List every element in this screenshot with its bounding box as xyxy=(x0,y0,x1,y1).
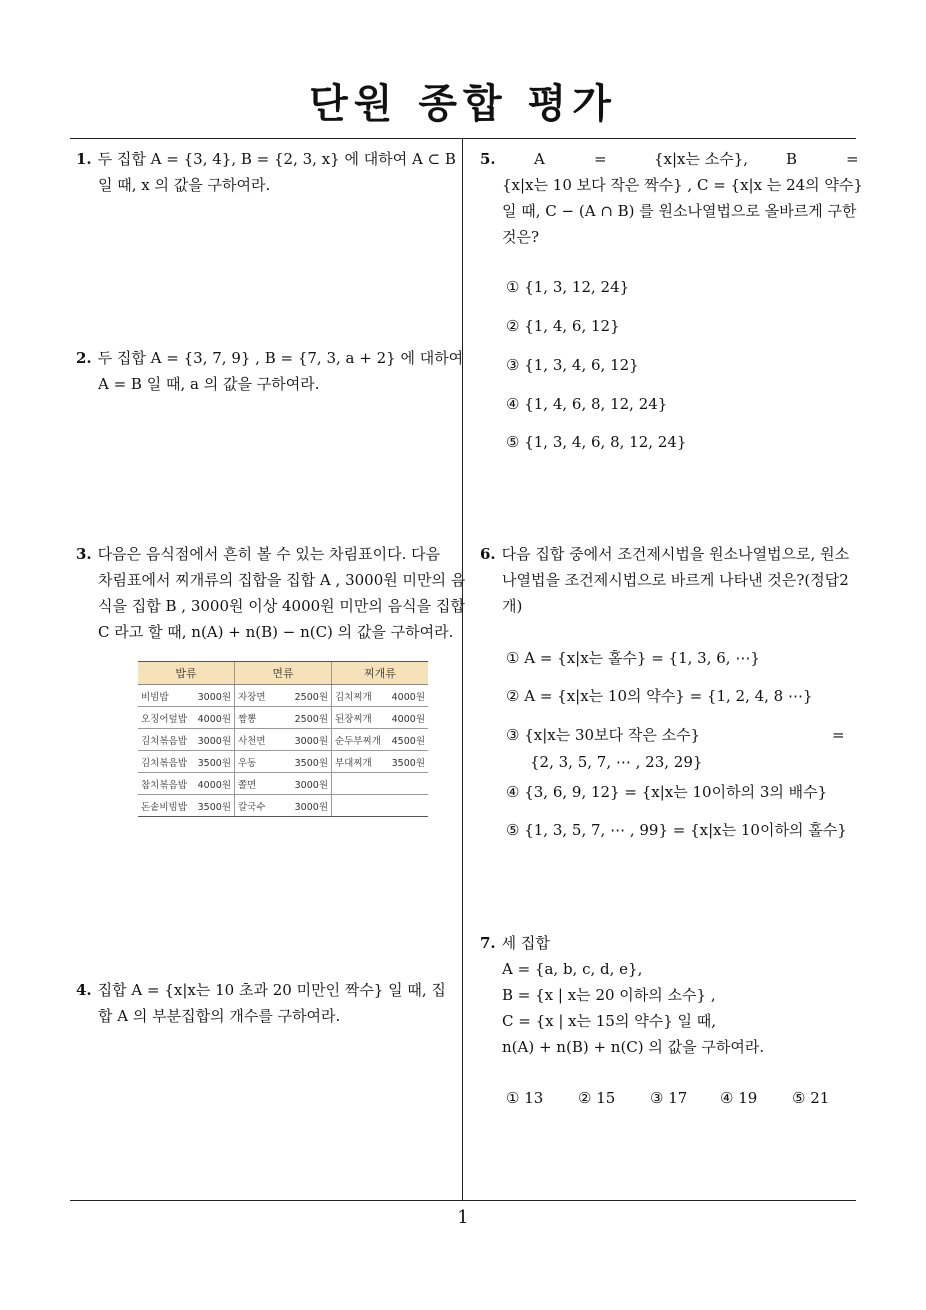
q7-choice-5[interactable]: ⑤ 21 xyxy=(792,1089,830,1107)
menu-header-stew: 찌개류 xyxy=(332,662,429,685)
menu-header-noodle: 면류 xyxy=(235,662,332,685)
dish-price: 3500원 xyxy=(197,801,231,813)
menu-cell xyxy=(138,729,235,751)
q7-choice-4[interactable]: ④ 19 xyxy=(720,1089,758,1107)
dish-price: 2500원 xyxy=(294,713,328,725)
menu-cell xyxy=(235,795,332,817)
menu-row xyxy=(138,685,428,707)
dish-price: 4000원 xyxy=(391,691,425,703)
question-text: B = {x | x는 20 이하의 소수} , xyxy=(502,986,716,1004)
q6-choice-2[interactable]: ② A = {x|x는 10의 약수} = {1, 2, 4, 8 ⋯} xyxy=(506,687,813,705)
question-number: 4. xyxy=(76,981,92,999)
menu-cell xyxy=(138,795,235,817)
dish-price: 3000원 xyxy=(197,735,231,747)
menu-cell xyxy=(332,729,429,751)
question-number: 7. xyxy=(480,934,496,952)
dish-name: 칼국수 xyxy=(238,801,266,813)
dish-name: 비빔밥 xyxy=(141,691,169,703)
menu-cell xyxy=(332,795,429,817)
dish-name: 쫄면 xyxy=(238,779,257,791)
dish-name: 사천면 xyxy=(238,735,266,747)
menu-row xyxy=(138,751,428,773)
menu-cell xyxy=(235,729,332,751)
question-text: 일 때, C − (A ∩ B) 를 원소나열법으로 올바르게 구한 xyxy=(502,202,857,220)
dish-name: 김치볶음밥 xyxy=(141,735,187,747)
dish-name: 우동 xyxy=(238,757,257,769)
dish-name: 부대찌개 xyxy=(335,757,372,769)
dish-name: 김치찌개 xyxy=(335,691,372,703)
column-divider xyxy=(462,138,463,1201)
question-number: 2. xyxy=(76,349,92,367)
q6-choice-1[interactable]: ① A = {x|x는 홀수} = {1, 3, 6, ⋯} xyxy=(506,649,760,667)
q6-choice-3-equals: = xyxy=(832,726,845,744)
question-2 xyxy=(76,345,463,397)
menu-cell xyxy=(235,685,332,707)
question-6 xyxy=(480,541,849,619)
question-1 xyxy=(76,146,456,198)
question-text: 다음은 음식점에서 흔히 볼 수 있는 차림표이다. 다음 xyxy=(97,545,441,563)
dish-price: 3000원 xyxy=(294,735,328,747)
menu-cell xyxy=(332,773,429,795)
q6-choice-4[interactable]: ④ {3, 6, 9, 12} = {x|x는 10이하의 3의 배수} xyxy=(506,783,828,801)
dish-name: 참치볶음밥 xyxy=(141,779,187,791)
question-text: = xyxy=(594,150,607,168)
question-number: 6. xyxy=(480,545,496,563)
question-3 xyxy=(76,541,465,645)
question-text: B xyxy=(786,150,798,168)
question-7 xyxy=(480,930,764,1060)
question-text: {x|x는 소수}, xyxy=(654,150,749,168)
menu-row xyxy=(138,707,428,729)
menu-cell xyxy=(235,751,332,773)
dish-price: 4000원 xyxy=(197,779,231,791)
question-text: 두 집합 A = {3, 4}, B = {2, 3, x} 에 대하여 A ⊂ B xyxy=(97,150,456,168)
menu-row xyxy=(138,729,428,751)
menu-header-rice: 밥류 xyxy=(138,662,235,685)
q6-choice-3[interactable]: ③ {x|x는 30보다 작은 소수} xyxy=(506,726,701,744)
dish-price: 4000원 xyxy=(197,713,231,725)
q7-choice-3[interactable]: ③ 17 xyxy=(650,1089,688,1107)
dish-name: 오징어덮밥 xyxy=(141,713,187,725)
question-text: n(A) + n(B) + n(C) 의 값을 구하여라. xyxy=(502,1038,765,1056)
page-number: 1 xyxy=(457,1207,469,1228)
question-text: 세 집합 xyxy=(501,934,550,952)
question-number: 3. xyxy=(76,545,92,563)
question-text: 다음 집합 중에서 조건제시법을 원소나열법으로, 원소 xyxy=(501,545,850,563)
question-text: 개) xyxy=(502,597,523,615)
menu-cell xyxy=(138,751,235,773)
q5-choice-1[interactable]: ① {1, 3, 12, 24} xyxy=(506,278,630,296)
question-text: 합 A 의 부분집합의 개수를 구하여라. xyxy=(98,1007,341,1025)
dish-price: 4500원 xyxy=(391,735,425,747)
q5-choice-5[interactable]: ⑤ {1, 3, 4, 6, 8, 12, 24} xyxy=(506,433,687,451)
q6-choice-3-set: {2, 3, 5, 7, ⋯ , 23, 29} xyxy=(530,753,703,771)
menu-cell xyxy=(332,685,429,707)
q7-choice-1[interactable]: ① 13 xyxy=(506,1089,544,1107)
menu-row xyxy=(138,795,428,817)
dish-price: 3500원 xyxy=(391,757,425,769)
question-text: A xyxy=(534,150,545,168)
question-text: {x|x는 10 보다 작은 짝수} , C = {x|x 는 24의 약수} xyxy=(502,176,863,194)
question-text: 식을 집합 B , 3000원 이상 4000원 미만의 음식을 집합 xyxy=(98,597,465,615)
question-text: 차림표에서 찌개류의 집합을 집합 A , 3000원 미만의 음 xyxy=(98,571,466,589)
top-rule xyxy=(70,138,856,139)
page-title: 단원 종합 평가 xyxy=(309,81,617,127)
dish-price: 3500원 xyxy=(197,757,231,769)
dish-price: 3000원 xyxy=(294,801,328,813)
q7-choice-2[interactable]: ② 15 xyxy=(578,1089,616,1107)
dish-name: 순두부찌개 xyxy=(335,735,381,747)
menu-cell xyxy=(138,773,235,795)
question-text: A = B 일 때, a 의 값을 구하여라. xyxy=(98,375,320,393)
dish-price: 4000원 xyxy=(391,713,425,725)
dish-price: 2500원 xyxy=(294,691,328,703)
question-number: 1. xyxy=(76,150,92,168)
bottom-rule xyxy=(70,1200,856,1201)
dish-price: 3000원 xyxy=(294,779,328,791)
q5-choice-4[interactable]: ④ {1, 4, 6, 8, 12, 24} xyxy=(506,395,668,413)
menu-cell xyxy=(332,751,429,773)
q6-choice-5[interactable]: ⑤ {1, 3, 5, 7, ⋯ , 99} = {x|x는 10이하의 홀수} xyxy=(506,821,847,839)
dish-name: 돈솥비빔밥 xyxy=(141,801,187,813)
question-4 xyxy=(76,977,446,1029)
question-text: 집합 A = {x|x는 10 초과 20 미만인 짝수} 일 때, 집 xyxy=(97,981,446,999)
dish-name: 자장면 xyxy=(238,691,266,703)
dish-price: 3000원 xyxy=(197,691,231,703)
menu-cell xyxy=(138,685,235,707)
question-text: 나열법을 조건제시법으로 바르게 나타낸 것은?(정답2 xyxy=(502,571,849,589)
question-text: C 라고 할 때, n(A) + n(B) − n(C) 의 값을 구하여라. xyxy=(98,623,454,641)
dish-name: 된장찌개 xyxy=(335,713,372,725)
menu-cell xyxy=(332,707,429,729)
q5-choice-2[interactable]: ② {1, 4, 6, 12} xyxy=(506,317,620,335)
menu-cell xyxy=(138,707,235,729)
dish-name: 김치볶음밥 xyxy=(141,757,187,769)
dish-name: 짬뽕 xyxy=(238,713,257,725)
menu-table xyxy=(138,661,428,817)
dish-price: 3500원 xyxy=(294,757,328,769)
question-number: 5. xyxy=(480,150,496,168)
question-text: 일 때, x 의 값을 구하여라. xyxy=(98,176,271,194)
question-5 xyxy=(480,146,863,250)
menu-cell xyxy=(235,707,332,729)
question-text: A = {a, b, c, d, e}, xyxy=(502,960,643,978)
question-text: 두 집합 A = {3, 7, 9} , B = {7, 3, a + 2} 에 대하여 xyxy=(97,349,464,367)
menu-row xyxy=(138,773,428,795)
question-text: C = {x | x는 15의 약수} 일 때, xyxy=(502,1012,717,1030)
menu-cell xyxy=(235,773,332,795)
question-text: 것은? xyxy=(502,228,540,246)
question-text: = xyxy=(846,150,859,168)
q5-choice-3[interactable]: ③ {1, 3, 4, 6, 12} xyxy=(506,356,639,374)
